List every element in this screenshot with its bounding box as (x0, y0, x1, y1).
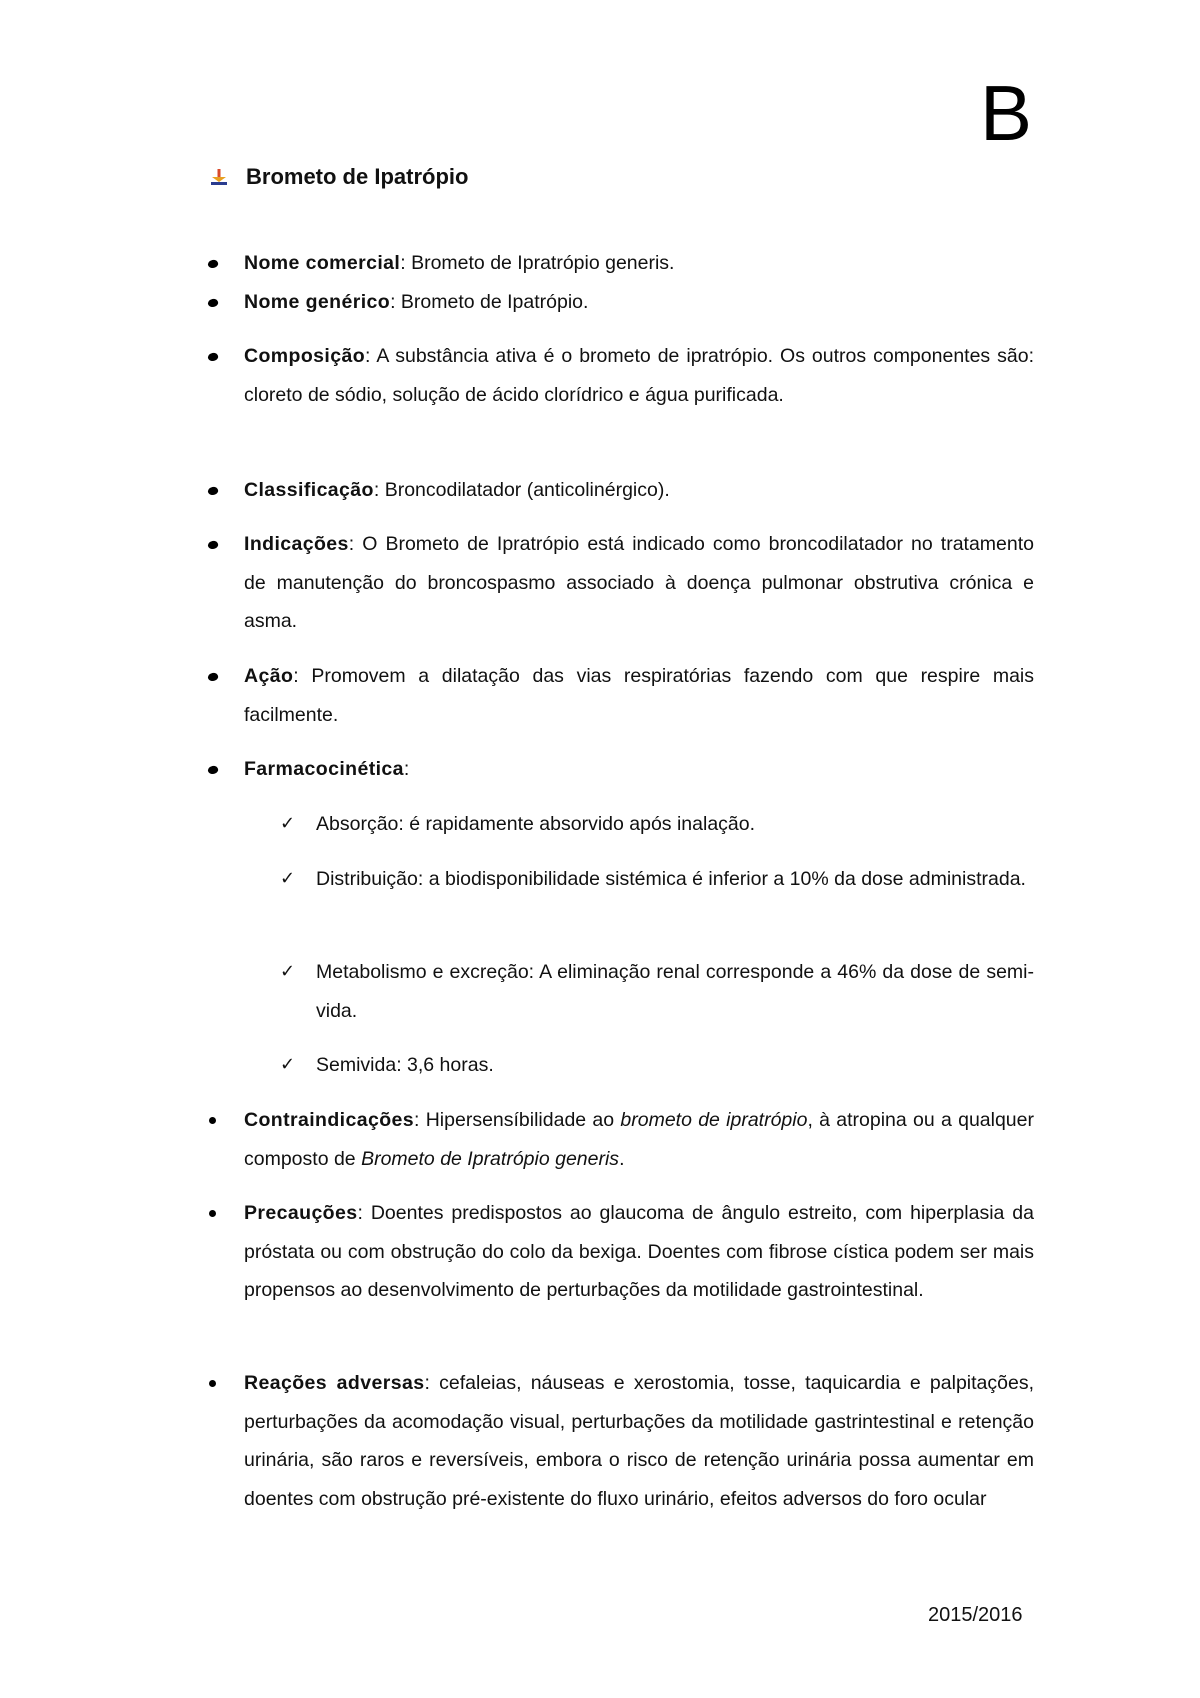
list-item (244, 283, 1034, 322)
checkmark-icon: ✓ (280, 813, 296, 834)
item-text: : A substância ativa é o brometo de ipratrópio. Os outros componentes são: cloreto de sódio, solução de ácido clorídrico e água purificada. (244, 345, 1034, 406)
item-label: Precauções (244, 1202, 358, 1224)
list-item (244, 244, 1034, 283)
list-item (244, 525, 1034, 641)
item-label: Classificação (244, 479, 374, 501)
bullet-icon (209, 1117, 216, 1124)
list-item (244, 337, 1034, 414)
sublist-item (280, 1046, 1034, 1085)
item-text: : Promovem a dilatação das vias respiratórias fazendo com que respire mais facilmente. (244, 665, 1034, 726)
item-label: Composição (244, 345, 366, 367)
bullet-icon (207, 351, 219, 362)
item-italic: Brometo de Ipratrópio generis (361, 1147, 620, 1170)
list-item (244, 1364, 1034, 1518)
checkmark-icon: ✓ (280, 961, 296, 982)
item-label: Indicações (244, 533, 349, 555)
sublist-item (280, 805, 1034, 844)
item-text: : Brometo de Ipratrópio generis. (400, 252, 675, 274)
sublist-text: Semivida: 3,6 horas. (316, 1054, 494, 1076)
item-label: Contraindicações (244, 1109, 415, 1131)
bullet-icon (207, 539, 219, 550)
bullet-icon (207, 764, 219, 775)
sublist-text: Distribuição: a biodisponibilidade sistémica é inferior a 10% da dose administrada. (316, 868, 1026, 890)
item-text: . (619, 1147, 625, 1170)
bullet-icon (207, 297, 219, 308)
item-label: Reações adversas (244, 1372, 425, 1394)
item-label: Farmacocinética (244, 758, 404, 780)
list-item (244, 657, 1034, 734)
bullet-icon (209, 1210, 216, 1217)
item-text: : Doentes predispostos ao glaucoma de ângulo estreito, com hiperplasia da próstata ou com obstrução do colo da bexiga. Doentes com fibrose cística podem ser mais propensos ao desenvolvimento de perturbações da motilidade gastrointestinal. (244, 1202, 1034, 1301)
section-letter: B (980, 69, 1033, 157)
item-text: : (403, 758, 410, 780)
item-label: Ação (244, 665, 294, 687)
page-title: Brometo de Ipatrópio (246, 164, 469, 189)
title-row (210, 164, 468, 190)
sublist-item (280, 860, 1034, 899)
item-text: : cefaleias, náuseas e xerostomia, tosse, taquicardia e palpitações, perturbações da acomodação visual, perturbações da motilidade gastrintestinal e retenção urinária, são raros e reversíveis, embora o risco de retenção urinária possa aumentar em doentes com obstrução pré-existente do fluxo urinário, efeitos adversos do foro ocular (244, 1372, 1034, 1510)
sublist-item (280, 953, 1034, 1030)
footer-year: 2015/2016 (928, 1604, 1023, 1626)
list-item (244, 1194, 1034, 1310)
arrow-down-bullet-icon (210, 168, 228, 186)
bullet-icon (207, 258, 219, 269)
item-text: : Broncodilatador (anticolinérgico). (373, 479, 670, 501)
item-label: Nome comercial (244, 252, 401, 274)
list-item (244, 471, 1034, 510)
bullet-icon (207, 485, 219, 496)
item-text: : Brometo de Ipatrópio. (390, 291, 589, 313)
item-text: : O Brometo de Ipratrópio está indicado como broncodilatador no tratamento de manutenção do broncospasmo associado à doença pulmonar obstrutiva crónica e asma. (244, 533, 1034, 632)
list-item (244, 750, 1034, 789)
bullet-icon (207, 671, 219, 682)
item-text: , à atropina ou a qualquer composto de (244, 1109, 1034, 1170)
sublist-text: Metabolismo e excreção: A eliminação renal corresponde a 46% da dose de semi-vida. (316, 961, 1034, 1022)
checkmark-icon: ✓ (280, 868, 296, 889)
bullet-icon (209, 1380, 216, 1387)
item-text: : Hipersensíbilidade ao (414, 1109, 621, 1131)
item-italic: brometo de ipratrópio (620, 1109, 808, 1131)
item-label: Nome genérico (244, 291, 391, 313)
list-item (244, 1101, 1034, 1178)
checkmark-icon: ✓ (280, 1054, 296, 1075)
sublist-text: Absorção: é rapidamente absorvido após inalação. (316, 813, 756, 835)
